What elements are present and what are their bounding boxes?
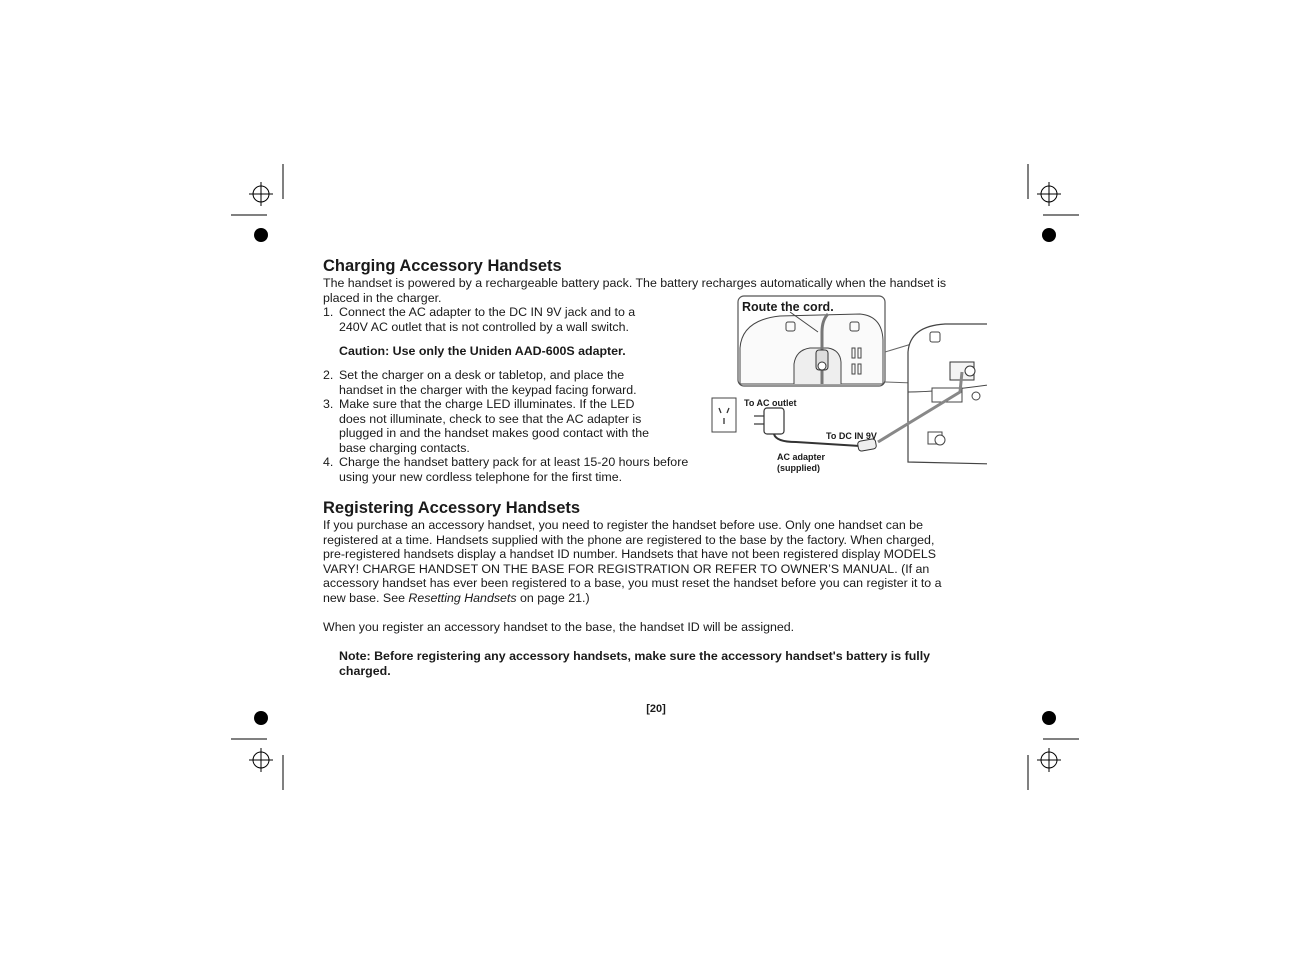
registering-line-5: accessory handset has ever been registered to a base, you must reset the handset before you can register it to a — [323, 576, 942, 591]
charging-intro-line-2: placed in the charger. — [323, 290, 442, 305]
line-6-suffix: on page 21.) — [516, 590, 590, 605]
route-cord-inset — [738, 296, 885, 386]
registering-line-6 — [323, 591, 942, 606]
adapter-label-2: (supplied) — [777, 463, 820, 473]
registering-line-1: If you purchase an accessory handset, you need to register the handset before use. Only one handset can be — [323, 518, 923, 532]
base-station — [908, 324, 990, 464]
step-number: 4. — [323, 455, 334, 469]
note-line-2: charged. — [339, 663, 391, 678]
ac-adapter — [754, 408, 877, 451]
step-number: 1. — [323, 305, 334, 319]
step-1-line-2: 240V AC outlet that is not controlled by a wall switch. — [339, 319, 629, 334]
registering-paragraph — [323, 518, 942, 606]
step-number: 2. — [323, 368, 334, 382]
registering-line-4: VARY! CHARGE HANDSET ON THE BASE FOR REGISTRATION OR REFER TO OWNER’S MANUAL. (If an — [323, 561, 930, 576]
step-4-line-1: Charge the handset battery pack for at least 15-20 hours before — [339, 455, 689, 469]
step-number: 3. — [323, 397, 334, 411]
caution-text: Caution: Use only the Uniden AAD-600S adapter. — [339, 344, 626, 358]
registering-line-3: pre-registered handsets display a handset ID number. Handsets that have not been registered display MODELS — [323, 547, 936, 562]
line-6-prefix: new base. See — [323, 590, 409, 605]
registering-line-2: registered at a time. Handsets supplied with the phone are registered to the base by the factory. When charged, — [323, 532, 935, 547]
route-cord-label: Route the cord. — [742, 300, 834, 314]
note-line-1: Note: Before registering any accessory handsets, make sure the accessory handset's battery is fully — [339, 649, 931, 663]
charging-intro-line-1: The handset is powered by a rechargeable battery pack. The battery recharges automatically when the handset is — [323, 276, 947, 290]
page-number: [20] — [646, 703, 666, 715]
adapter-label-1: AC adapter — [777, 452, 826, 462]
wall-outlet — [712, 398, 736, 432]
step-3-line-4: base charging contacts. — [339, 440, 470, 455]
ac-outlet-label: To AC outlet — [744, 398, 797, 408]
section-title-charging: Charging Accessory Handsets — [323, 257, 562, 275]
resetting-handsets-ref: Resetting Handsets — [408, 590, 517, 605]
registering-paragraph-2: When you register an accessory handset to the base, the handset ID will be assigned. — [323, 620, 795, 634]
section-title-registering: Registering Accessory Handsets — [323, 499, 581, 517]
step-4-line-2: using your new cordless telephone for the first time. — [339, 469, 623, 484]
step-3-line-1: Make sure that the charge LED illuminates. If the LED — [339, 397, 635, 411]
step-3-line-3: plugged in and the handset makes good contact with the — [339, 426, 649, 441]
charger-connection-figure — [710, 292, 990, 478]
note-block — [339, 649, 930, 678]
step-3-line-2: does not illuminate, check to see that the AC adapter is — [339, 411, 642, 426]
step-2-line-2: handset in the charger with the keypad facing forward. — [339, 382, 637, 397]
dc-in-label: To DC IN 9V — [826, 431, 877, 441]
step-2-line-1: Set the charger on a desk or tabletop, and place the — [339, 368, 625, 382]
step-1-line-1: Connect the AC adapter to the DC IN 9V jack and to a — [339, 305, 636, 319]
